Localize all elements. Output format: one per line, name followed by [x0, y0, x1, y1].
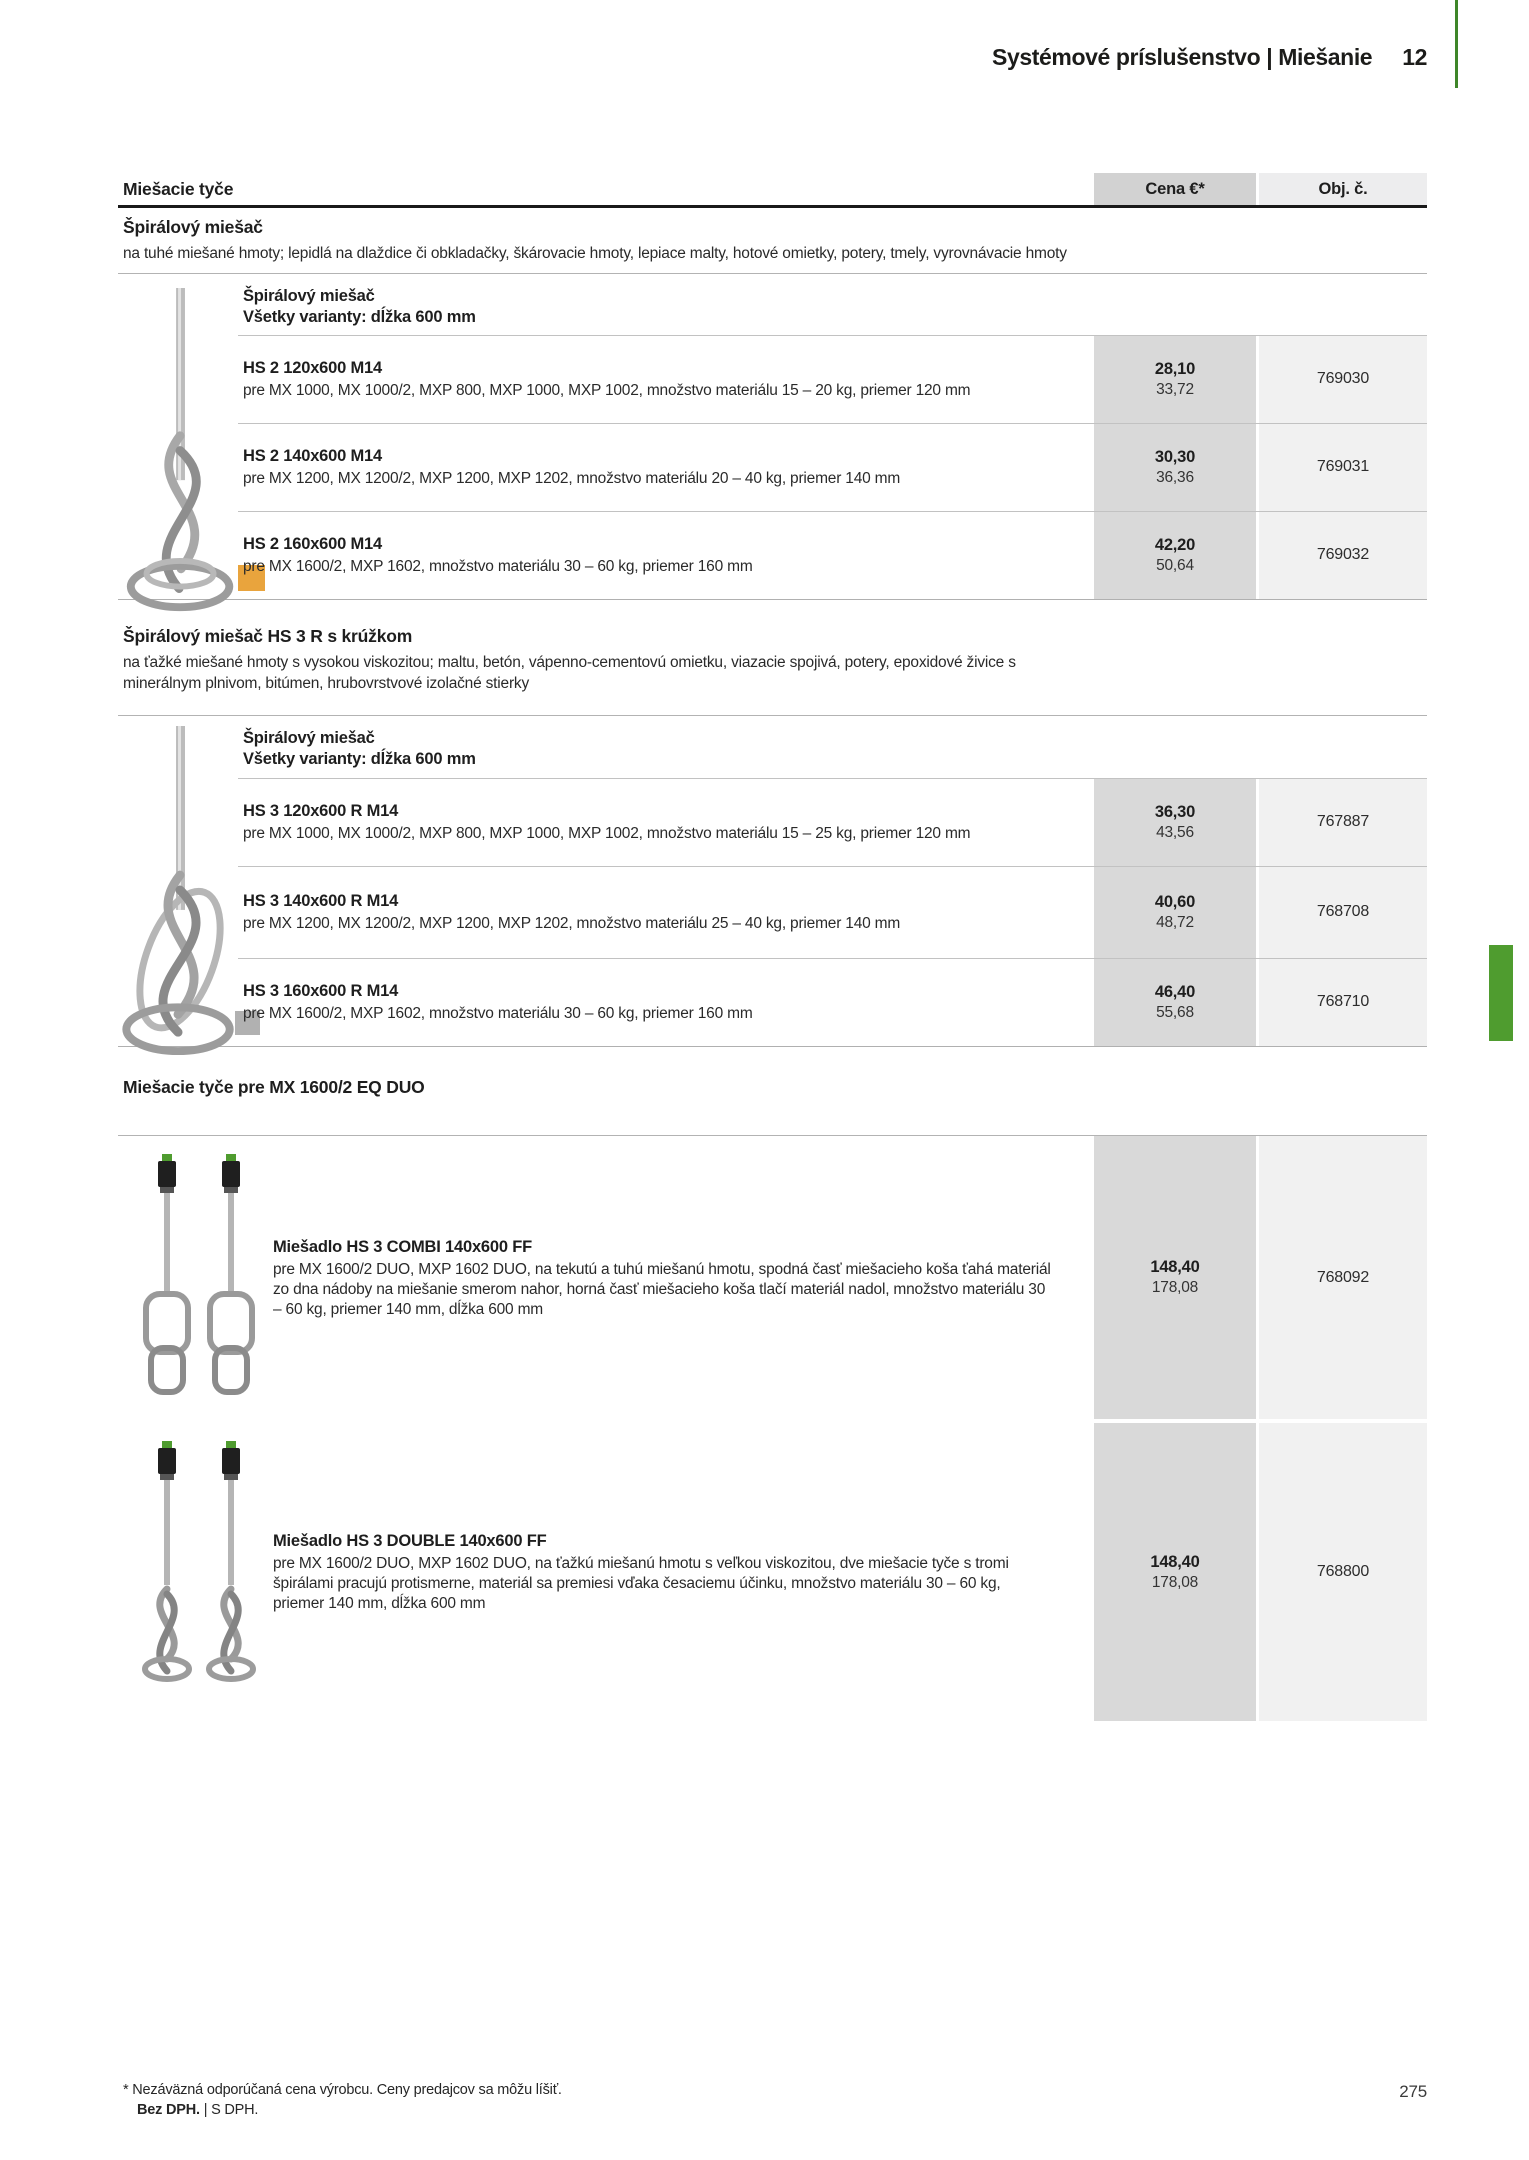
section-description: na ťažké miešané hmoty s vysokou viskozitou; maltu, betón, vápenno-cementovú omietku, viazacie spojivá, potery, epoxidové živice s minerálnym plnivom, bitúmen, hrubovrstvové izolačné stierky: [123, 654, 1016, 692]
footnote-excl-vat: Bez DPH.: [137, 2102, 200, 2118]
catalog-table: [118, 173, 1427, 1721]
price-incl-vat: 50,64: [1156, 556, 1194, 574]
order-number: 769030: [1316, 370, 1370, 387]
product-name: Miešadlo HS 3 DOUBLE 140x600 FF: [273, 1532, 547, 1550]
section-mx-duo-rods: [118, 1075, 1427, 1721]
product-description: pre MX 1600/2, MXP 1602, množstvo materiálu 30 – 60 kg, priemer 160 mm: [243, 1005, 753, 1022]
product-row: [118, 335, 1427, 423]
product-info: [118, 778, 1094, 866]
price-incl-vat: 33,72: [1156, 380, 1194, 398]
variant-header: [118, 716, 1427, 778]
combi-mixer-image: [140, 1152, 268, 1402]
product-info: [118, 1136, 1094, 1419]
product-block: [118, 715, 1427, 1047]
price-excl-vat: 148,40: [1150, 1552, 1200, 1571]
price-incl-vat: 178,08: [1151, 1573, 1199, 1591]
price-excl-vat: 30,30: [1154, 447, 1196, 466]
order-number: 768708: [1316, 903, 1370, 920]
product-description: pre MX 1600/2, MXP 1602, množstvo materiálu 30 – 60 kg, priemer 160 mm: [243, 558, 753, 575]
product-description: pre MX 1600/2 DUO, MXP 1602 DUO, na tekutú a tuhú miešanú hmotu, spodná časť miešacieho koša ťahá materiál zo dna nádoby na miešanie smerom nahor, horná časť miešacieho koša tlačí materiál nadol, množstvo materiálu 30 – 60 kg, priemer 140 mm, dĺžka 600 mm: [273, 1260, 1051, 1318]
footnote-line1: * Nezáväzná odporúčaná cena výrobcu. Ceny predajcov sa môžu líšiť.: [123, 2082, 562, 2098]
order-number-cell: [1259, 335, 1427, 423]
price-cell: [1094, 1136, 1256, 1419]
price-incl-vat: 36,36: [1156, 468, 1194, 486]
section-title: Špirálový miešač HS 3 R s krúžkom: [123, 626, 413, 646]
product-name: HS 3 120x600 R M14: [243, 802, 399, 820]
price-incl-vat: 48,72: [1156, 913, 1194, 931]
double-mixer-image: [140, 1439, 268, 1689]
product-info: [118, 1423, 1094, 1721]
product-info: [118, 866, 1094, 958]
order-number-cell: [1259, 778, 1427, 866]
product-row: [118, 778, 1427, 866]
price-excl-vat: 28,10: [1154, 359, 1196, 378]
order-number: 767887: [1316, 813, 1370, 830]
price-cell: [1094, 778, 1256, 866]
variant-title: Špirálový miešač: [243, 287, 375, 305]
order-number-cell: [1259, 1423, 1427, 1721]
order-number: 768092: [1316, 1268, 1370, 1286]
order-number-cell: [1259, 958, 1427, 1046]
price-cell: [1094, 1423, 1256, 1721]
product-row: [118, 1423, 1427, 1721]
order-number: 769031: [1316, 458, 1370, 475]
product-row: [118, 423, 1427, 511]
header-divider: [118, 205, 1427, 208]
order-number: 769032: [1316, 546, 1370, 563]
product-info: [118, 335, 1094, 423]
product-info: [118, 958, 1094, 1046]
price-excl-vat: 40,60: [1154, 892, 1196, 911]
variant-header: [118, 274, 1427, 335]
variant-subtitle: Všetky varianty: dĺžka 600 mm: [243, 308, 476, 326]
price-excl-vat: 36,30: [1154, 802, 1196, 821]
price-incl-vat: 43,56: [1156, 823, 1194, 841]
table-header-row: [118, 173, 1427, 205]
product-row: [118, 1136, 1427, 1419]
page-title: Systémové príslušenstvo | Miešanie: [992, 44, 1373, 70]
product-name: HS 2 140x600 M14: [243, 447, 382, 465]
product-info: [118, 511, 1094, 599]
price-cell: [1094, 958, 1256, 1046]
product-block: [118, 1135, 1427, 1721]
footnote-line2: [123, 2100, 562, 2120]
variant-title: Špirálový miešač: [243, 729, 375, 747]
section-description: na tuhé miešané hmoty; lepidlá na dlaždice či obkladačky, škárovacie hmoty, lepiace malty, hotové omietky, potery, tmely, vyrovnávacie hmoty: [123, 245, 1067, 262]
price-cell: [1094, 511, 1256, 599]
price-cell: [1094, 423, 1256, 511]
product-description: pre MX 1200, MX 1200/2, MXP 1200, MXP 1202, množstvo materiálu 25 – 40 kg, priemer 140 mm: [243, 915, 901, 932]
product-name: HS 3 160x600 R M14: [243, 982, 399, 1000]
product-row: [118, 866, 1427, 958]
price-cell: [1094, 866, 1256, 958]
product-row: [118, 511, 1427, 599]
product-name: HS 3 140x600 R M14: [243, 892, 399, 910]
chapter-number: 12: [1402, 44, 1427, 70]
price-column-header: Cena €*: [1094, 173, 1256, 205]
product-name: HS 2 120x600 M14: [243, 359, 382, 377]
product-name: HS 2 160x600 M14: [243, 535, 382, 553]
price-incl-vat: 55,68: [1156, 1003, 1194, 1021]
order-column-header: Obj. č.: [1259, 173, 1427, 205]
order-number-cell: [1259, 1136, 1427, 1419]
product-block: [118, 273, 1427, 600]
section-spiral-mixer: [118, 215, 1427, 600]
product-name: Miešadlo HS 3 COMBI 140x600 FF: [273, 1237, 533, 1256]
price-excl-vat: 148,40: [1150, 1258, 1200, 1276]
order-number-cell: [1259, 511, 1427, 599]
order-number: 768800: [1316, 1563, 1370, 1580]
page-header: [118, 44, 1427, 71]
footnote-incl-vat: | S DPH.: [203, 2102, 259, 2118]
chapter-edge-line: [1455, 0, 1458, 88]
section-title: Špirálový miešač: [123, 217, 263, 237]
section-title: Miešacie tyče pre MX 1600/2 EQ DUO: [123, 1077, 425, 1097]
price-excl-vat: 46,40: [1154, 982, 1196, 1001]
product-description: pre MX 1600/2 DUO, MXP 1602 DUO, na ťažkú miešanú hmotu s veľkou viskozitou, dve miešacie tyče s tromi špirálami pracujú protismerne, materiál sa premiesi vďaka česaciemu účinku, množstvo materiálu 30 – 60 kg, priemer 140 mm, dĺžka 600 mm: [273, 1555, 1009, 1612]
page-number: 275: [1399, 2082, 1427, 2101]
price-incl-vat: 178,08: [1151, 1279, 1199, 1296]
product-description: pre MX 1200, MX 1200/2, MXP 1200, MXP 1202, množstvo materiálu 20 – 40 kg, priemer 140 mm: [243, 470, 901, 487]
price-cell: [1094, 335, 1256, 423]
price-excl-vat: 42,20: [1154, 535, 1196, 554]
order-number-cell: [1259, 423, 1427, 511]
order-number: 768710: [1316, 993, 1370, 1010]
variant-subtitle: Všetky varianty: dĺžka 600 mm: [243, 750, 476, 768]
product-info: [118, 423, 1094, 511]
section-spiral-mixer-hs3r: [118, 624, 1427, 1047]
product-description: pre MX 1000, MX 1000/2, MXP 800, MXP 1000, MXP 1002, množstvo materiálu 15 – 25 kg, priemer 120 mm: [243, 825, 971, 842]
order-number-cell: [1259, 866, 1427, 958]
product-description: pre MX 1000, MX 1000/2, MXP 800, MXP 1000, MXP 1002, množstvo materiálu 15 – 20 kg, priemer 120 mm: [243, 382, 971, 399]
product-row: [118, 958, 1427, 1046]
table-title: Miešacie tyče: [123, 179, 234, 199]
chapter-tab: [1489, 945, 1513, 1041]
